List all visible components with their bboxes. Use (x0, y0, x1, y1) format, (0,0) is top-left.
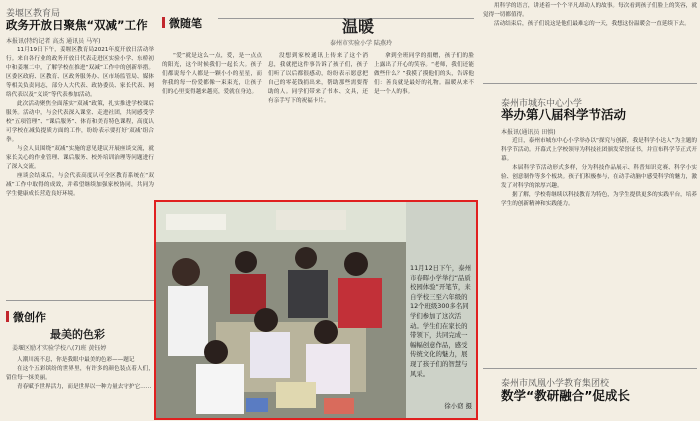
essay-paragraph: 拿到全班同学的捐赠，孩子们的脸上露出了开心的笑容。“老师，我们还能做些什么？”我摸了摸他们的头，告诉他们：善良就是最好的礼物。温暖从来不是一个人的事。 (374, 53, 474, 95)
essay-title[interactable]: 温暖 (341, 17, 374, 36)
right-paragraph: 近日，泰州市城东中心小学举办以“探究与创新，我是科学小达人”为主题的科学节活动。开幕式上学校领导为科技社团颁发荣誉证书，并宣布科学节正式开幕。 (501, 138, 697, 162)
left-headline[interactable]: 政务开放日聚焦“双减”工作 (6, 18, 148, 32)
right-top-paragraph: 活动结束后，孩子们说这是他们最难忘的一天，我想这份温暖会一直延续下去。 (494, 21, 690, 27)
poem-body (6, 356, 154, 418)
right-paragraph: 本届科学节活动形式多样，分为科技作品展示、科普知识竞赛、科学小实验、创意制作等多个板块。孩子们积极参与，在动手动脑中感受科学的魅力，激发了对科学的浓厚兴趣。 (501, 165, 697, 189)
photo-caption: 11月12日下午，泰州市春晖小学举行“品质校园体验”开笔节，来自学校三至六年级的12个班级300多名同学们参加了这次活动。学生们在家长的带领下，共同完成一幅幅创意作品，感受传统文化的魅力，展现了孩子们的智慧与风采。 (410, 264, 471, 378)
left-paragraph: 此次活动聚焦全面落实“双减”政策，扎实推进学校课后服务。活动中，与会代表深入课堂、走进社团，共同感受学校“五项管理”、“课后服务”、体育和美育特色课程，高度认可学校在减负提质方面的工作，纷纷表示要打好‘双减’组合拳。 (6, 101, 154, 143)
right-article-body (501, 137, 697, 363)
right-kicker: 泰州市城东中心小学 (501, 99, 583, 109)
mid-section-header (162, 12, 202, 31)
right-top-continuation (483, 2, 697, 78)
section-marker-icon (162, 17, 165, 28)
left-section-title: 微创作 (13, 311, 46, 324)
right-headline-2[interactable]: 数学“教研融合”促成长 (501, 388, 630, 403)
essay-paragraph: “爱”就是这么一点，爱，是一点点的阳光，这个时候我们一起长大。孩子们都说每个人都是一颗小小的星星，而你我的每一份爱都像一束束光，让孩子们的心里变得越来越亮，爱就在身边。 (162, 53, 262, 95)
photo-credit: 徐小窈 摄 (444, 402, 472, 410)
left-column (0, 0, 155, 421)
news-photo-frame[interactable] (154, 200, 478, 420)
left-paragraph: 座谈会结束后，与会代表高度认可全区教育系统在“双减”工作中取得的成效，并希望继续加强家校协同，共同为学生健康成长营造良好环境。 (6, 173, 154, 197)
mid-section-title: 微随笔 (169, 17, 202, 30)
poem-byline: 姜堰区励才实验学校八(7)班 黄钰婷 (12, 345, 107, 352)
left-kicker: 姜堰区教育局 (6, 9, 61, 19)
left-byline: 本报讯(特约记者 高杰 通讯员 马军) (6, 38, 101, 45)
left-paragraph: 11月19日下午，姜堰区教育局2021年度开放日活动举行。来自各行业的政务开放日代表走进区实验小学、东桥初中和姜堰二中，了解学校在推进“双减”工作中的创新举措。区委区政府、区教育、区政务服务办、区市场监管局、媒体等相关负责同志，部分人大代表、政协委员、家长代表、网络代表以及“义谈”等代表参加活动。 (6, 47, 154, 98)
right-column (479, 0, 700, 421)
right-divider-2 (483, 368, 697, 369)
right-paragraph: 据了解，学校将继续以科技教育为特色，为学生提供更多的实践平台，培养学生的创新精神和实践能力。 (501, 192, 697, 207)
essay-col-2 (268, 52, 368, 200)
left-article-body (6, 46, 154, 280)
middle-column (158, 0, 476, 421)
poem-line: 青春赋予世界活力，而是世界以一种力量去守护它…… (17, 384, 152, 390)
left-section-header (6, 306, 46, 325)
essay-col-1 (162, 52, 262, 200)
students-painting-photo (156, 202, 406, 418)
left-divider (6, 300, 154, 301)
right-headline[interactable]: 举办第八届科学节活动 (501, 107, 627, 122)
essay-col-3 (374, 52, 474, 200)
essay-paragraph: 没想到家校通讯上传来了这个消息，我就把这件事告诉了孩子们，孩子们听了以后都很感动，纷纷表示愿意把自己的零花钱捐出来，帮助那些需要帮助的人。同学们带来了书本、文具，还有亲手写下的祝福卡片。 (268, 53, 368, 104)
section-marker-icon (6, 311, 9, 322)
poem-title[interactable]: 最美的色彩 (50, 328, 105, 341)
poem-line: 在这个五彩缤纷的世界里，有许多的颜色装点着人们，留住每一抹美丽。 (6, 366, 154, 381)
right-byline: 本报讯(通讯员 田慎) (501, 129, 556, 136)
essay-byline: 泰州市实验小学 陆燕玲 (330, 40, 392, 47)
poem-line: 人潮川流不息，你是我眼中最美的色彩——题记 (17, 357, 135, 363)
left-paragraph: 与会人员围绕“双减”实施的意见建议开展座谈交流，就家长关心的作业管理、课后服务、校外培训治理等问题进行了深入交流。 (6, 146, 154, 170)
right-top-paragraph: 用科学的语言，讲述着一个个平凡却动人的故事。每次看到孩子们脸上的笑容，就觉得一切都值得。 (483, 3, 697, 18)
right-kicker-2: 泰州市凤凰小学教育集团校 (501, 379, 610, 389)
right-divider-1 (483, 83, 697, 84)
